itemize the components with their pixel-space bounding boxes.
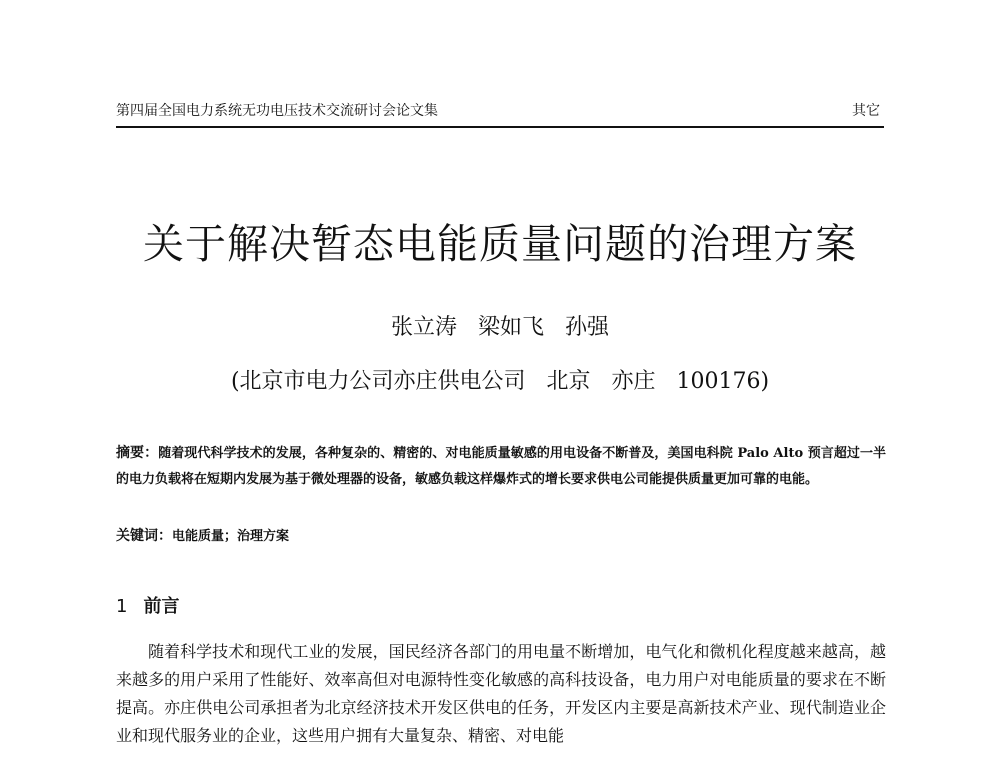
paper-affiliation: (北京市电力公司亦庄供电公司 北京 亦庄 100176) <box>230 369 770 394</box>
paper-authors: 张立涛 梁如飞 孙强 <box>391 315 609 340</box>
running-header <box>116 100 884 128</box>
keywords-text: 电能质量；治理方案 <box>172 529 290 544</box>
keywords <box>116 524 886 549</box>
abstract-label: 摘要： <box>116 445 159 461</box>
section-title: 前言 <box>143 596 180 617</box>
header-collection-title: 第四届全国电力系统无功电压技术交流研讨会论文集 <box>116 103 438 119</box>
header-category: 其它 <box>852 103 880 119</box>
section-number: 1 <box>116 596 128 617</box>
abstract <box>116 440 886 493</box>
abstract-text: 随着现代科学技术的发展，各种复杂的、精密的、对电能质量敏感的用电设备不断普及，美国电科院 Palo Alto 预言超过一半的电力负载将在短期内发展为基于微处理器的设备，敏感负载这样爆炸式的增长要求供电公司能提供质量更加可靠的电能。 <box>116 446 886 487</box>
paper-title: 关于解决暂态电能质量问题的治理方案 <box>143 220 857 268</box>
section-paragraph: 随着科学技术和现代工业的发展，国民经济各部门的用电量不断增加，电气化和微机化程度越来越高，越来越多的用户采用了性能好、效率高但对电源特性变化敏感的高科技设备，电力用户对电能质量的要求在不断提高。亦庄供电公司承担者为北京经济技术开发区供电的任务，开发区内主要是高新技术产业、现代制造业企业和现代服务业的企业，这些用户拥有大量复杂、精密、对电能 <box>116 642 886 745</box>
keywords-label: 关键词： <box>116 528 172 544</box>
section-heading <box>116 594 179 620</box>
